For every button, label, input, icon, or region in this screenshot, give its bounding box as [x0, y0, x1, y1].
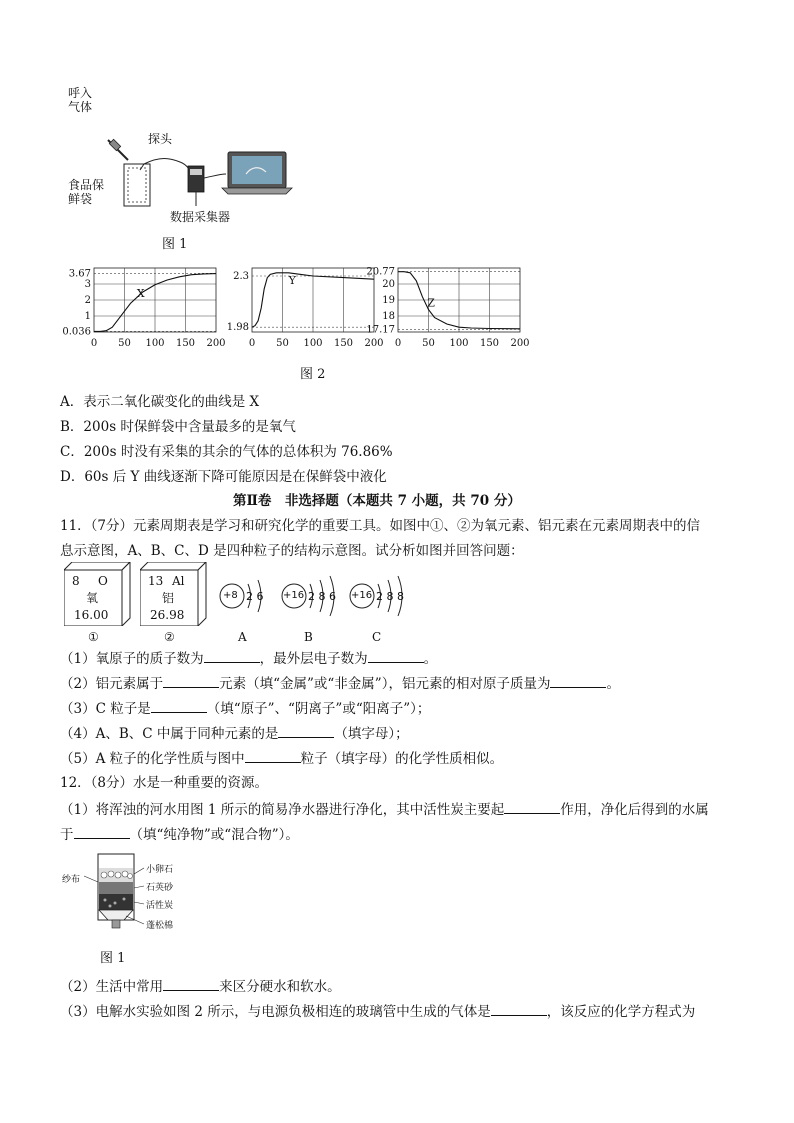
oxygen-name: 氧: [86, 591, 99, 605]
chart-1-xtick-label: 50: [118, 338, 131, 349]
q11-p1-text-c: 。: [423, 651, 438, 667]
label-food-bag: 食品保鲜袋: [68, 178, 105, 206]
q11-part4: [60, 725, 409, 742]
chart-3-xtick-label: 100: [449, 338, 469, 349]
q11-p5-text: （5）A 粒子的化学性质与图中: [60, 751, 245, 767]
label-gauze: 纱布: [62, 875, 81, 885]
q12-part2: [60, 978, 341, 995]
chart-3-xtick-label: 50: [422, 338, 435, 349]
chart-1-xtick-label: 0: [90, 338, 98, 349]
q11-p2-text-c: 。: [606, 676, 620, 692]
chart-1-xtick-label: 200: [206, 338, 226, 349]
q11-stem-line1: 11．（7分）元素周期表是学习和研究化学的重要工具。如图中①、②为氧元素、铝元素在元素周期表中的信: [60, 518, 701, 534]
atom-a-shells: 2 6: [246, 590, 264, 603]
answer-blank-q12-3[interactable]: [491, 1003, 547, 1016]
q11-part5: [60, 750, 503, 767]
label-probe: 探头: [148, 132, 173, 146]
chart-2-xtick-label: 0: [248, 338, 256, 349]
q11-part1: [60, 650, 437, 667]
chart-3-xtick-label: 150: [479, 338, 500, 349]
chart-1-ytick-label: 2: [84, 295, 91, 306]
q12-p2-text-b: 来区分硬水和软水。: [219, 979, 341, 995]
chart-1-ytick-label: 1: [84, 311, 91, 322]
aluminum-mass: 26.98: [150, 608, 185, 622]
chart-3-xtick-label: 200: [510, 338, 530, 349]
cell-mark-1: ①: [88, 630, 99, 644]
chart-1-ytick-label: 3: [84, 279, 91, 290]
label-cotton: 蓬松棉: [146, 921, 174, 931]
q12-p2-text: （2）生活中常用: [60, 979, 164, 995]
water-filter-figure: [60, 848, 200, 944]
atom-b-mark: B: [304, 630, 313, 644]
label-pebble: 小卵石: [146, 865, 174, 875]
chart-3-ytick-label: 20.77: [366, 266, 395, 278]
atom-b-shells: 2 8 6: [308, 590, 336, 603]
chart-1-ytick-label: 0.036: [62, 326, 91, 338]
aluminum-number: 13: [148, 574, 164, 588]
q12-p1-text-b: 作用，净化后得到的水属: [560, 802, 709, 818]
answer-blank-q11-3[interactable]: [151, 700, 207, 713]
q11-part2: [60, 675, 620, 692]
atom-diagram-c: [348, 566, 414, 650]
chart-3-series-label: Z: [427, 296, 435, 310]
q11-p4-text: （4）A、B、C 中属于同种元素的是: [60, 726, 279, 742]
aluminum-symbol: Al: [172, 574, 185, 588]
q11-p2-text: （2）铝元素属于: [60, 676, 164, 692]
q12-p3-text-b: ，该反应的化学方程式为: [546, 1004, 696, 1020]
answer-blank-q12-1b[interactable]: [74, 826, 130, 839]
figure-2-charts: [60, 262, 540, 360]
element-cell-aluminum: [140, 562, 210, 626]
oxygen-symbol: O: [98, 574, 108, 588]
chart-3-ytick-label: 17.17: [366, 324, 395, 336]
chart-2-xtick-label: 150: [333, 338, 354, 349]
q12-p1-text-d: （填“纯净物”或“混合物”）。: [129, 827, 299, 843]
chart-2-xtick-label: 50: [276, 338, 289, 349]
chart-1-series-label: X: [136, 286, 145, 300]
atom-b-nucleus: +16: [283, 590, 305, 601]
section-title: 第Ⅱ卷 非选择题（本题共 7 小题，共 70 分）: [233, 493, 521, 509]
q12-p1-text-c: 于: [60, 827, 74, 843]
q11-p1-text: （1）氧原子的质子数为: [60, 651, 204, 667]
answer-blank-q11-2a[interactable]: [163, 675, 219, 688]
chart-3-ytick-label: 19: [382, 295, 395, 306]
q12-part3: [60, 1003, 695, 1020]
atom-c-shells: 2 8 8: [376, 590, 404, 603]
cell-mark-2: ②: [164, 630, 175, 644]
chart-1-xtick-label: 150: [175, 338, 196, 349]
chart-2-ytick-label: 1.98: [226, 322, 249, 334]
chart-3-ytick-label: 20: [382, 279, 395, 290]
chart-3-xtick-label: 0: [394, 338, 402, 349]
answer-blank-q12-1a[interactable]: [504, 801, 560, 814]
q11-p4-text-b: （填字母）；: [334, 726, 409, 742]
chart-3-ytick-label: 18: [382, 311, 395, 322]
chart-2-xtick-label: 200: [364, 338, 384, 349]
answer-blank-q11-2b[interactable]: [550, 675, 606, 688]
chart-2-series-label: Y: [288, 274, 296, 287]
answer-blank-q11-5[interactable]: [245, 750, 301, 763]
answer-blank-q12-2[interactable]: [163, 978, 219, 991]
q11-p3-text: （3）C 粒子是: [60, 701, 151, 717]
q12-p3-text: （3）电解水实验如图 2 所示，与电源负极相连的玻璃管中生成的气体是: [60, 1004, 491, 1020]
figure-1-caption: 图 1: [162, 237, 188, 252]
answer-blank-q11-1a[interactable]: [204, 650, 260, 663]
water-filter-caption: 图 1: [100, 951, 126, 966]
oxygen-mass: 16.00: [74, 608, 109, 622]
answer-blank-q11-1b[interactable]: [368, 650, 424, 663]
figure-1-apparatus: [60, 86, 300, 256]
atom-diagram-a: [218, 566, 274, 650]
chart-1-xtick-label: 100: [145, 338, 165, 349]
answer-blank-q11-4[interactable]: [278, 725, 334, 738]
chart-1-ytick-label: 3.67: [68, 268, 91, 280]
option-b: B．200s 时保鲜袋中含量最多的是氧气: [60, 419, 296, 435]
q12-stem: 12．（8分）水是一种重要的资源。: [60, 775, 269, 791]
label-sand: 石英砂: [146, 883, 174, 893]
label-inhale-gas: 呼入气体: [68, 86, 93, 114]
option-d: D．60s 后 Y 曲线逐渐下降可能原因是在保鲜袋中液化: [60, 469, 387, 485]
chart-2-ytick-label: 2.3: [233, 271, 249, 282]
atom-a-nucleus: +8: [223, 590, 238, 601]
chart-2-xtick-label: 100: [303, 338, 323, 349]
oxygen-number: 8: [72, 574, 80, 588]
q11-p5-text-b: 粒子（填字母）的化学性质相似。: [300, 751, 504, 767]
q11-part3: [60, 700, 430, 717]
option-a: A．表示二氧化碳变化的曲线是 X: [60, 394, 260, 410]
q11-stem-line2: 息示意图，A、B、C、D 是四种粒子的结构示意图。试分析如图并回答问题：: [60, 543, 524, 559]
q11-p1-text-b: ，最外层电子数为: [259, 651, 368, 667]
option-c: C．200s 时没有采集的其余的气体的总体积为 76.86%: [60, 444, 393, 460]
figure-2-caption: 图 2: [300, 367, 326, 382]
q11-p3-text-b: （填“原子”、“阴离子”或“阳离子”）；: [206, 701, 431, 717]
atom-a-mark: A: [238, 630, 247, 644]
label-data-collector: 数据采集器: [170, 210, 231, 224]
q12-part1-line1: [60, 801, 709, 818]
element-cell-oxygen: [64, 562, 134, 626]
label-carbon: 活性炭: [146, 901, 174, 911]
apparatus-drawing: [60, 86, 300, 256]
q12-part1-line2: [60, 826, 299, 843]
q12-p1-text: （1）将浑浊的河水用图 1 所示的简易净水器进行净化，其中活性炭主要起: [60, 802, 505, 818]
atom-diagram-b: [280, 566, 346, 650]
q11-p2-text-b: 元素（填“金属”或“非金属”），铝元素的相对原子质量为: [219, 676, 551, 692]
aluminum-name: 铝: [162, 591, 175, 605]
atom-c-mark: C: [372, 630, 382, 644]
atom-c-nucleus: +16: [351, 590, 373, 601]
